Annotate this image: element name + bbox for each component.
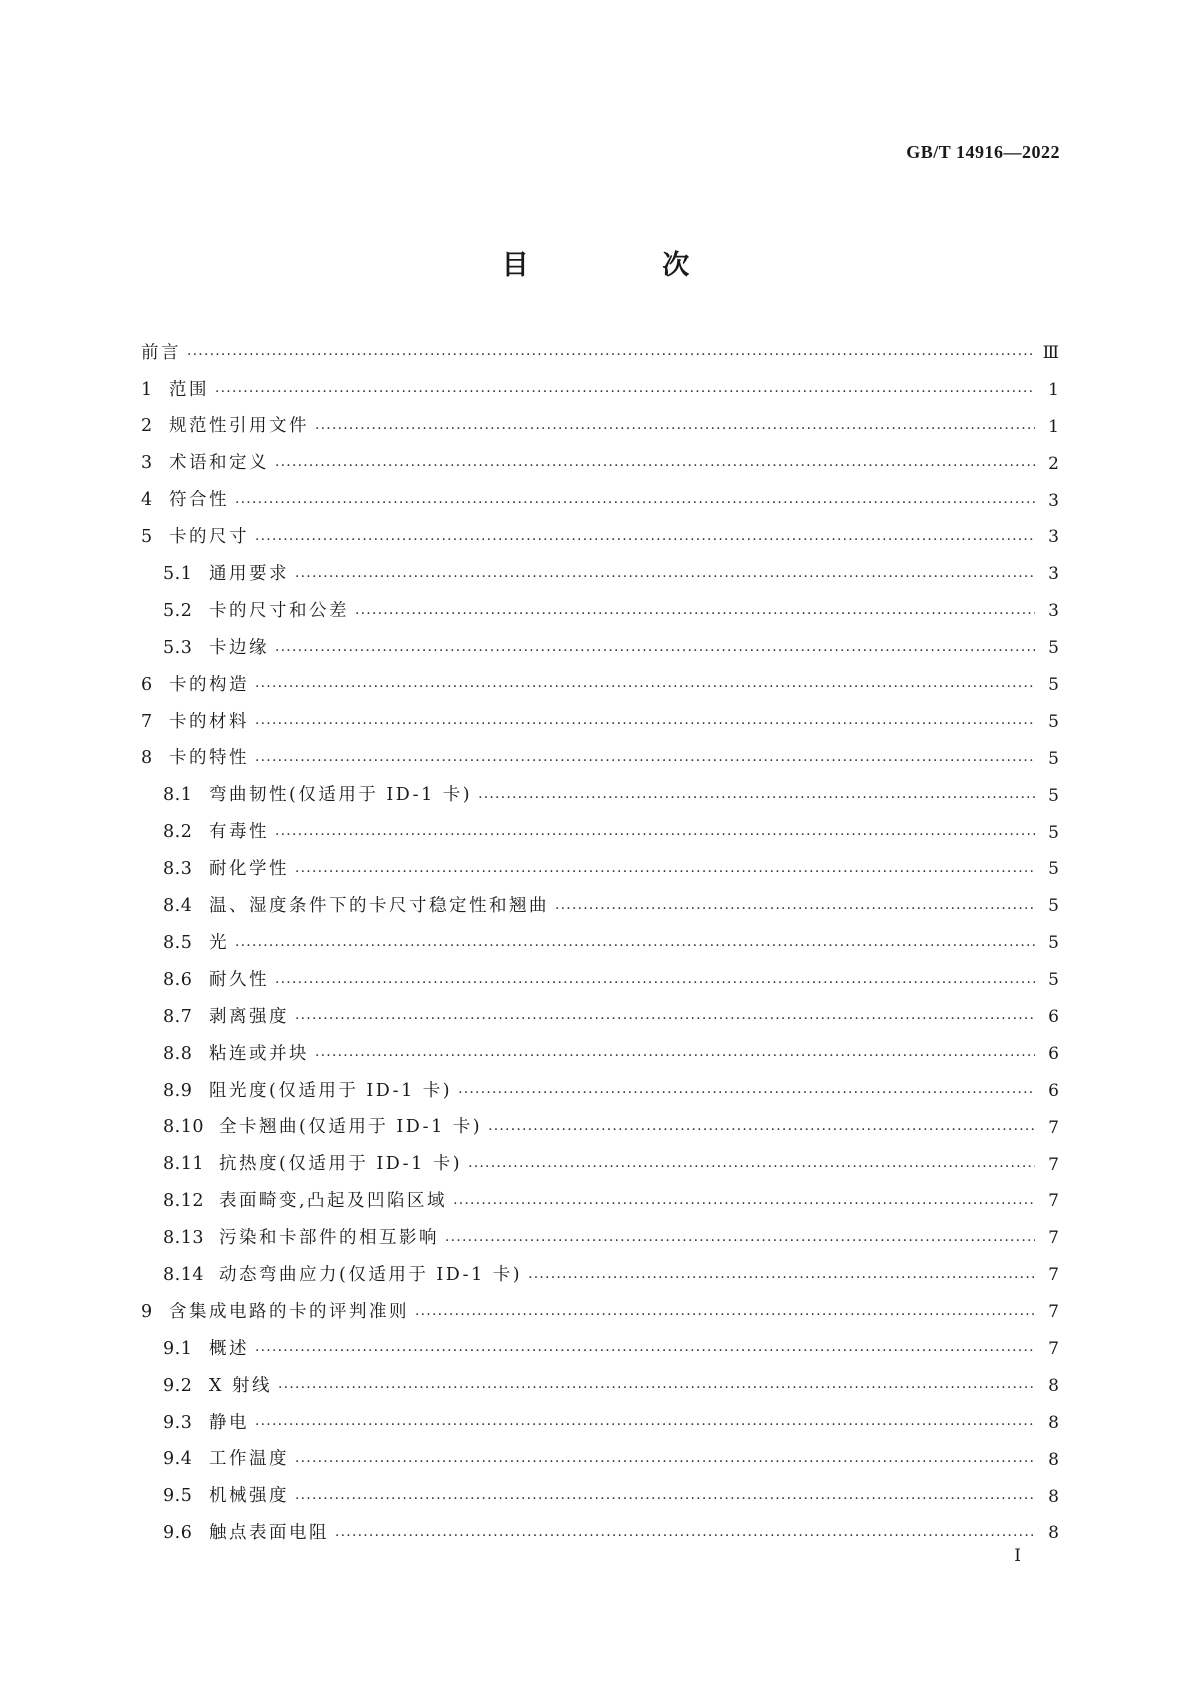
dot-leader [453,1197,1035,1211]
toc-entry[interactable] [141,1405,1059,1442]
toc-entry-title: 卡的材料 [169,711,249,732]
toc-entry[interactable] [141,962,1059,999]
toc-entry-number: 8.10 [163,1117,204,1138]
toc-entry-number: 5.3 [163,637,193,658]
toc-entry-title: 概述 [209,1338,249,1359]
toc-entry-title: 温、湿度条件下的卡尺寸稳定性和翘曲 [209,896,549,917]
toc-entry[interactable] [141,446,1059,483]
toc-entry-title: 机械强度 [209,1486,289,1507]
toc-entry[interactable] [141,1257,1059,1294]
toc-entry-title: 术语和定义 [169,453,269,474]
dot-leader [255,533,1035,547]
toc-entry[interactable] [141,630,1059,667]
toc-entry-title: 卡的尺寸 [169,527,249,548]
dot-leader [235,939,1035,953]
toc-entry[interactable] [141,667,1059,704]
toc-entry[interactable] [141,1183,1059,1220]
dot-leader [295,570,1035,584]
toc-entry-title: 全卡翘曲(仅适用于 ID-1 卡) [219,1117,483,1138]
toc-entry-number: 8.11 [163,1154,204,1175]
toc-entry-page: 8 [1048,1412,1059,1433]
dot-leader [255,680,1035,694]
toc-entry[interactable] [141,778,1059,815]
toc-entry-page: 7 [1048,1265,1059,1286]
toc-entry[interactable] [141,556,1059,593]
toc-entry-page: Ⅲ [1042,342,1059,363]
toc-entry-page: 2 [1048,453,1059,474]
toc-entry[interactable] [141,519,1059,556]
dot-leader [315,1049,1035,1063]
toc-entry-number: 9 [141,1301,153,1322]
toc-entry-title: 阻光度(仅适用于 ID-1 卡) [209,1080,453,1101]
toc-entry-number: 8.7 [163,1006,193,1027]
toc-entry-page: 8 [1048,1449,1059,1470]
toc-entry-page: 3 [1048,601,1059,622]
toc-entry[interactable] [141,372,1059,409]
toc-entry[interactable] [141,1479,1059,1516]
toc-entry[interactable] [141,704,1059,741]
dot-leader [445,1234,1035,1248]
toc-entry-page: 5 [1048,970,1059,991]
toc-entry-number: 8.9 [163,1080,193,1101]
dot-leader [295,1012,1035,1026]
toc-entry[interactable] [141,741,1059,778]
toc-entry-page: 7 [1048,1302,1059,1323]
toc-entry-page: 5 [1048,711,1059,732]
toc-entry[interactable] [141,1036,1059,1073]
dot-leader [255,1418,1035,1432]
toc-entry[interactable] [141,1073,1059,1110]
toc-entry-page: 7 [1048,1117,1059,1138]
toc-entry[interactable] [141,1368,1059,1405]
toc-entry-title: 含集成电路的卡的评判准则 [169,1301,409,1322]
toc-entry-title: 光 [209,932,229,953]
page-title: 目 次 [501,250,752,281]
toc-entry-page: 5 [1048,748,1059,769]
dot-leader [295,1455,1035,1469]
toc-entry-page: 5 [1048,638,1059,659]
toc-entry[interactable] [141,925,1059,962]
toc-entry-title: 有毒性 [209,822,269,843]
toc-entry-number: 8.3 [163,859,193,880]
dot-leader [275,459,1035,473]
dot-leader [278,1381,1035,1395]
toc-entry-page: 5 [1048,896,1059,917]
toc-entry-title: 污染和卡部件的相互影响 [219,1228,439,1249]
toc-entry-title: 卡边缘 [209,637,269,658]
toc-entry-number: 8.5 [163,932,193,953]
dot-leader [275,644,1035,658]
toc-entry-page: 3 [1048,527,1059,548]
dot-leader [295,1492,1035,1506]
toc-entry-title: 工作温度 [209,1449,289,1470]
toc-entry-title: 符合性 [169,490,229,511]
toc-entry[interactable] [141,483,1059,520]
toc-entry-number: 8.14 [163,1264,204,1285]
toc-entry-page: 5 [1048,822,1059,843]
toc-entry-title: 弯曲韧性(仅适用于 ID-1 卡) [209,785,473,806]
toc-entry-title: 卡的构造 [169,674,249,695]
toc-entry[interactable] [141,1220,1059,1257]
toc-entry[interactable] [141,1294,1059,1331]
dot-leader [235,496,1035,510]
toc-entry[interactable] [141,1110,1059,1147]
standard-code: GB/T 14916—2022 [906,142,1060,162]
dot-leader [315,422,1035,436]
toc-entry-page: 6 [1048,1006,1059,1027]
toc-entry-number: 9.3 [163,1412,193,1433]
toc-entry-title: 表面畸变,凸起及凹陷区域 [219,1191,448,1212]
toc-entry[interactable] [141,815,1059,852]
toc-entry-number: 8.6 [163,969,193,990]
toc-entry-number: 9.1 [163,1338,193,1359]
toc-entry-page: 8 [1048,1375,1059,1396]
toc-entry[interactable] [141,851,1059,888]
toc-entry-title: 耐化学性 [209,859,289,880]
toc-entry-number: 6 [141,674,153,695]
toc-entry-number: 3 [141,453,153,474]
toc-entry-page: 3 [1048,564,1059,585]
toc-entry[interactable] [141,1331,1059,1368]
dot-leader [528,1271,1035,1285]
toc-entry-number: 8.2 [163,822,193,843]
dot-leader [215,385,1035,399]
toc-entry[interactable] [141,1516,1059,1553]
page-number: Ⅰ [1014,1546,1021,1566]
toc-entry-page: 5 [1048,674,1059,695]
dot-leader [488,1123,1035,1137]
toc-entry-number: 8.8 [163,1043,193,1064]
toc-entry-title: 粘连或并块 [209,1043,309,1064]
toc-entry-page: 8 [1048,1486,1059,1507]
toc-entry-page: 5 [1048,785,1059,806]
toc-entry-title: 前言 [141,342,181,363]
toc-entry-number: 9.2 [163,1375,193,1396]
toc-entry-page: 1 [1048,379,1059,400]
toc-entry-page: 1 [1048,416,1059,437]
toc-entry-page: 7 [1048,1154,1059,1175]
toc-entry-title: 抗热度(仅适用于 ID-1 卡) [219,1154,463,1175]
dot-leader [255,1344,1035,1358]
toc-entry[interactable] [141,1442,1059,1479]
toc-entry-title: 卡的尺寸和公差 [209,600,349,621]
dot-leader [468,1160,1035,1174]
dot-leader [255,754,1035,768]
toc-entry-page: 7 [1048,1338,1059,1359]
dot-leader [295,865,1035,879]
toc-entry-page: 6 [1048,1080,1059,1101]
toc-entry-title: 卡的特性 [169,748,249,769]
toc-entry-number: 8.4 [163,896,193,917]
toc-entry-title: 通用要求 [209,564,289,585]
toc-entry-number: 5.1 [163,564,193,585]
toc-entry[interactable] [141,409,1059,446]
toc-entry-page: 5 [1048,933,1059,954]
dot-leader [255,717,1035,731]
toc-entry-number: 9.6 [163,1523,193,1544]
toc-entry-number: 5.2 [163,600,193,621]
toc-entry-title: 静电 [209,1412,249,1433]
toc-entry-page: 7 [1048,1191,1059,1212]
dot-leader [478,791,1035,805]
toc-entry-number: 8.13 [163,1228,204,1249]
toc-entry-number: 4 [141,490,153,511]
toc-entry-number: 7 [141,711,153,732]
dot-leader [555,902,1035,916]
toc-entry-number: 2 [141,416,153,437]
dot-leader [335,1529,1035,1543]
toc-entry[interactable] [141,999,1059,1036]
toc-entry-title: 动态弯曲应力(仅适用于 ID-1 卡) [219,1264,523,1285]
toc-entry-title: 耐久性 [209,969,269,990]
toc-entry-number: 9.5 [163,1486,193,1507]
toc-entry-page: 7 [1048,1228,1059,1249]
toc-entry[interactable] [141,335,1059,372]
toc-entry-title: 范围 [169,379,209,400]
toc-entry-number: 8.1 [163,785,193,806]
toc-entry-page: 6 [1048,1043,1059,1064]
toc-entry-title: 剥离强度 [209,1006,289,1027]
table-of-contents [141,335,1059,1552]
dot-leader [275,828,1035,842]
dot-leader [355,607,1035,621]
toc-entry-number: 1 [141,379,153,400]
toc-entry-title: 规范性引用文件 [169,416,309,437]
toc-entry-page: 5 [1048,859,1059,880]
toc-entry-number: 5 [141,527,153,548]
dot-leader [415,1308,1035,1322]
toc-entry-number: 8.12 [163,1191,204,1212]
toc-entry-page: 3 [1048,490,1059,511]
toc-entry[interactable] [141,888,1059,925]
toc-entry[interactable] [141,593,1059,630]
toc-entry-number: 8 [141,748,153,769]
toc-entry[interactable] [141,1147,1059,1184]
toc-entry-title: X 射线 [209,1375,273,1396]
dot-leader [187,348,1035,362]
toc-entry-number: 9.4 [163,1449,193,1470]
toc-entry-page: 8 [1048,1523,1059,1544]
dot-leader [275,976,1035,990]
toc-entry-title: 触点表面电阻 [209,1523,329,1544]
dot-leader [458,1086,1035,1100]
